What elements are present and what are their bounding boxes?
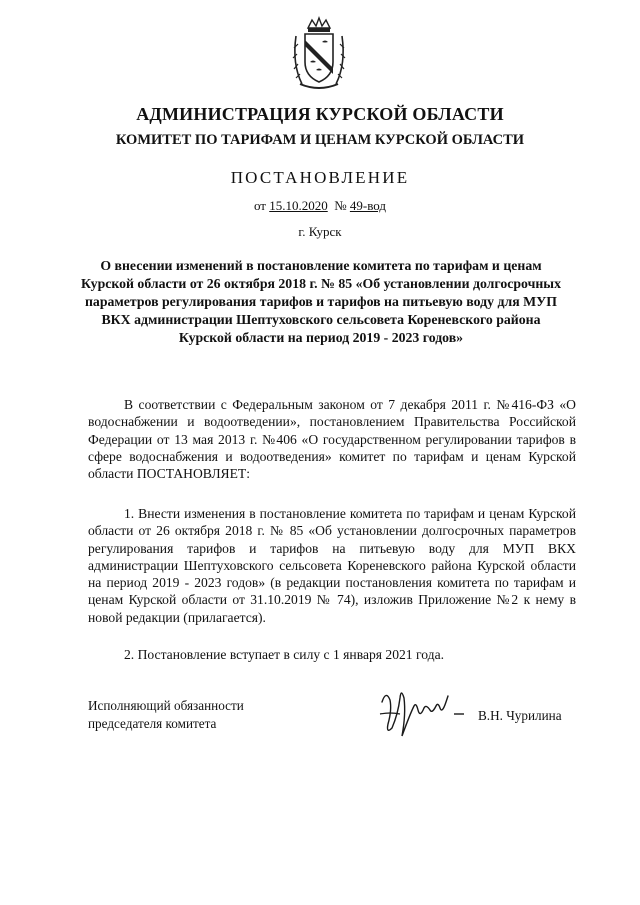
city: г. Курск xyxy=(298,224,342,239)
coat-of-arms-emblem xyxy=(288,14,350,94)
date-prefix: от xyxy=(253,198,266,213)
signatory-name: В.Н. Чурилина xyxy=(478,708,562,723)
document-date: 15.10.2020 xyxy=(269,198,328,213)
signatory-title xyxy=(88,697,244,733)
signatory-title-line2: председателя комитета xyxy=(88,716,217,731)
date-number-line xyxy=(0,198,640,214)
document-number: 49-вод xyxy=(349,198,387,213)
document-type: ПОСТАНОВЛЕНИЕ xyxy=(230,168,410,187)
item-2-paragraph: 2. Постановление вступает в силу с 1 января 2021 года. xyxy=(124,647,444,662)
organization-title: АДМИНИСТРАЦИЯ КУРСКОЙ ОБЛАСТИ xyxy=(136,104,504,124)
item-1-paragraph: 1. Внести изменения в постановление комитета по тарифам и ценам Курской области от 26 октября 2018 г. № 85 «Об установлении долгосрочных параметров регулирования тарифов и тарифов на питьевую воду для МУП ВКХ администрации Шептуховского сельсовета Кореневского района Курской области на период 2019 - 2023 годов» (в редакции постановления комитета по тарифам и ценам Курской области от 31.10.2019 № 74), изложив Приложение №2 к нему в новой редакции (прилагается). xyxy=(88,506,576,625)
number-prefix: № xyxy=(334,198,347,213)
handwritten-signature xyxy=(376,684,470,742)
document-subject: О внесении изменений в постановление комитета по тарифам и ценам Курской области от 26 октября 2018 г. № 85 «Об установлении долгосрочных параметров регулирования тарифов и тарифов на питьевую воду для МУП ВКХ администрации Шептуховского сельсовета Кореневского района Курской области на период 2019 - 2023 годов» xyxy=(81,258,561,345)
committee-title: КОМИТЕТ ПО ТАРИФАМ И ЦЕНАМ КУРСКОЙ ОБЛАСТИ xyxy=(115,132,525,148)
signatory-title-line1: Исполняющий обязанности xyxy=(88,698,244,713)
preamble-paragraph: В соответствии с Федеральным законом от 7 декабря 2011 г. №416-ФЗ «О водоснабжении и водоотведении», постановлением Правительства Российской Федерации от 13 мая 2013 г. №406 «О государственном регулировании тарифов в сфере водоснабжения и водоотведения» комитет по тарифам и ценам Курской области ПОСТАНОВЛЯЕТ: xyxy=(88,397,576,482)
